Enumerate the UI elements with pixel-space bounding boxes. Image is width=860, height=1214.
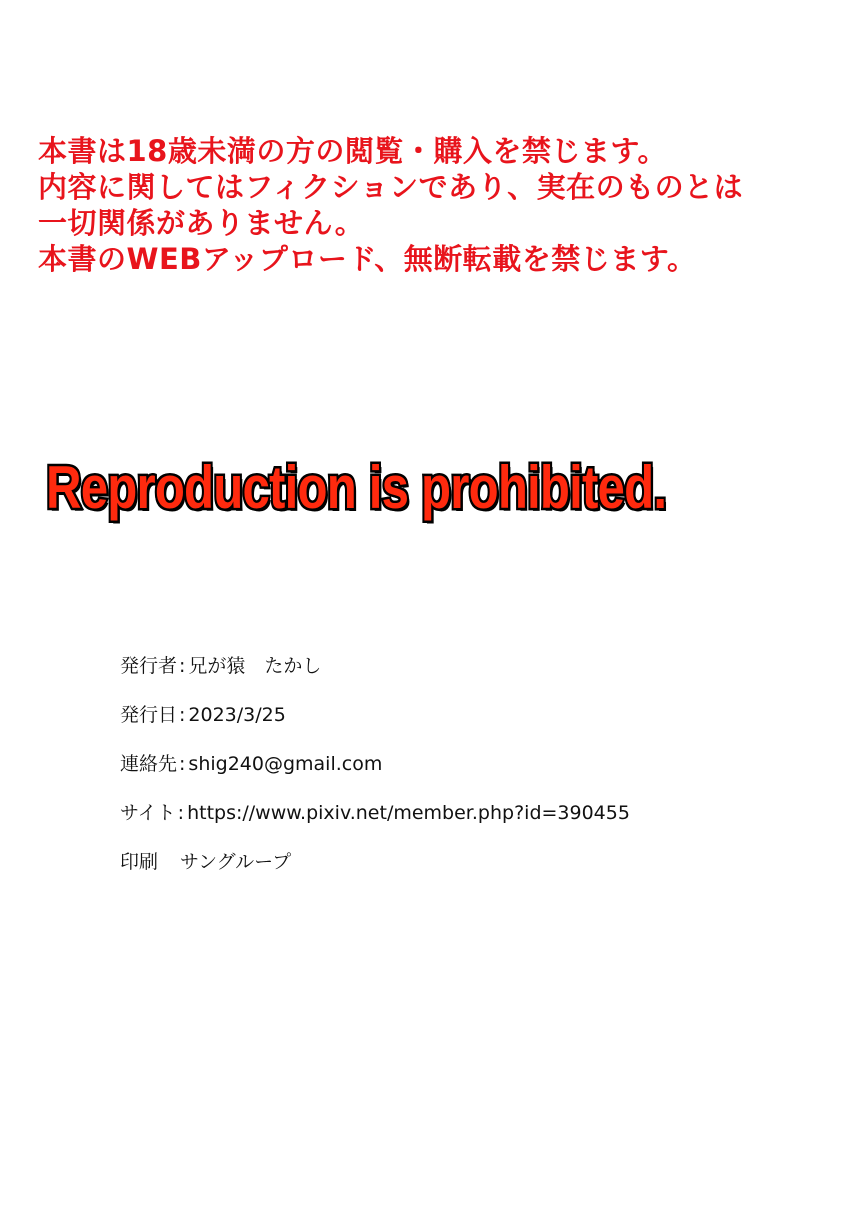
site-row [120, 793, 820, 842]
date-row [120, 695, 820, 744]
printer-value: サングループ [180, 851, 292, 873]
printer-label: 印刷 [120, 851, 159, 873]
date-separator: : [179, 704, 186, 726]
site-separator: : [177, 802, 185, 824]
printer-row [120, 842, 820, 891]
publisher-separator: : [179, 655, 186, 677]
contact-email: shig240@gmail.com [188, 753, 383, 775]
contact-label: 連絡先 [120, 753, 178, 775]
warning-block [38, 133, 858, 277]
colophon [120, 646, 820, 891]
publisher-label: 発行者 [120, 655, 178, 677]
date-value: 2023/3/25 [188, 704, 286, 726]
site-url: https://www.pixiv.net/member.php?id=390455 [187, 802, 630, 824]
publisher-value: 兄が猿 たかし [188, 655, 322, 677]
publisher-row [120, 646, 820, 695]
contact-separator: : [179, 753, 186, 775]
site-label: サイト [120, 802, 176, 824]
contact-row [120, 744, 820, 793]
fiction-disclaimer-continued: 一切関係がありません。 [38, 206, 365, 240]
age-restriction-warning: 本書は18歳未満の方の閲覧・購入を禁じます。 [38, 134, 668, 168]
reproduction-notice: Reproduction is prohibited. [46, 454, 667, 521]
upload-prohibition-warning: 本書のWEBアップロード、無断転載を禁じます。 [38, 242, 697, 276]
date-label: 発行日 [120, 704, 178, 726]
fiction-disclaimer: 内容に関してはフィクションであり、実在のものとは [38, 170, 744, 204]
